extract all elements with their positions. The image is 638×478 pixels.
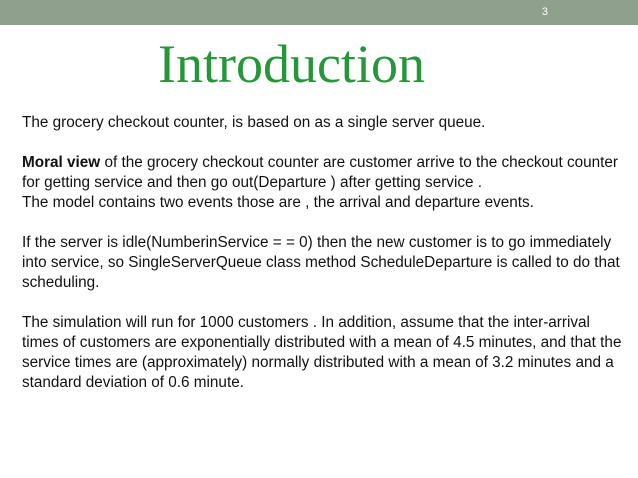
moral-view-paragraph [22, 153, 622, 193]
server-idle-paragraph: If the server is idle(NumberinService = = 0) then the new customer is to go immediately into service, so SingleServerQueue class method ScheduleDeparture is called to do that scheduling. [22, 234, 620, 291]
paragraph-gap [22, 293, 622, 313]
slide-body [22, 113, 622, 393]
slide-number: 3 [541, 6, 548, 18]
moral-view-label: Moral view [22, 154, 101, 171]
intro-paragraph: The grocery checkout counter, is based on as a single server queue. [22, 114, 486, 131]
slide-title: Introduction [158, 34, 425, 94]
top-bar [0, 0, 638, 25]
moral-view-text: of the grocery checkout counter are customer arrive to the checkout counter for getting service and then go out(Departure ) after getting service . [22, 154, 619, 191]
paragraph-gap [22, 133, 622, 153]
simulation-paragraph: The simulation will run for 1000 customers . In addition, assume that the inter-arrival times of customers are exponentially distributed with a mean of 4.5 minutes, and that the service times are (approximately) normally distributed with a mean of 3.2 minutes and a standard deviation of 0.6 minute. [22, 314, 622, 391]
events-paragraph: The model contains two events those are , the arrival and departure events. [22, 194, 534, 211]
paragraph-gap [22, 213, 622, 233]
